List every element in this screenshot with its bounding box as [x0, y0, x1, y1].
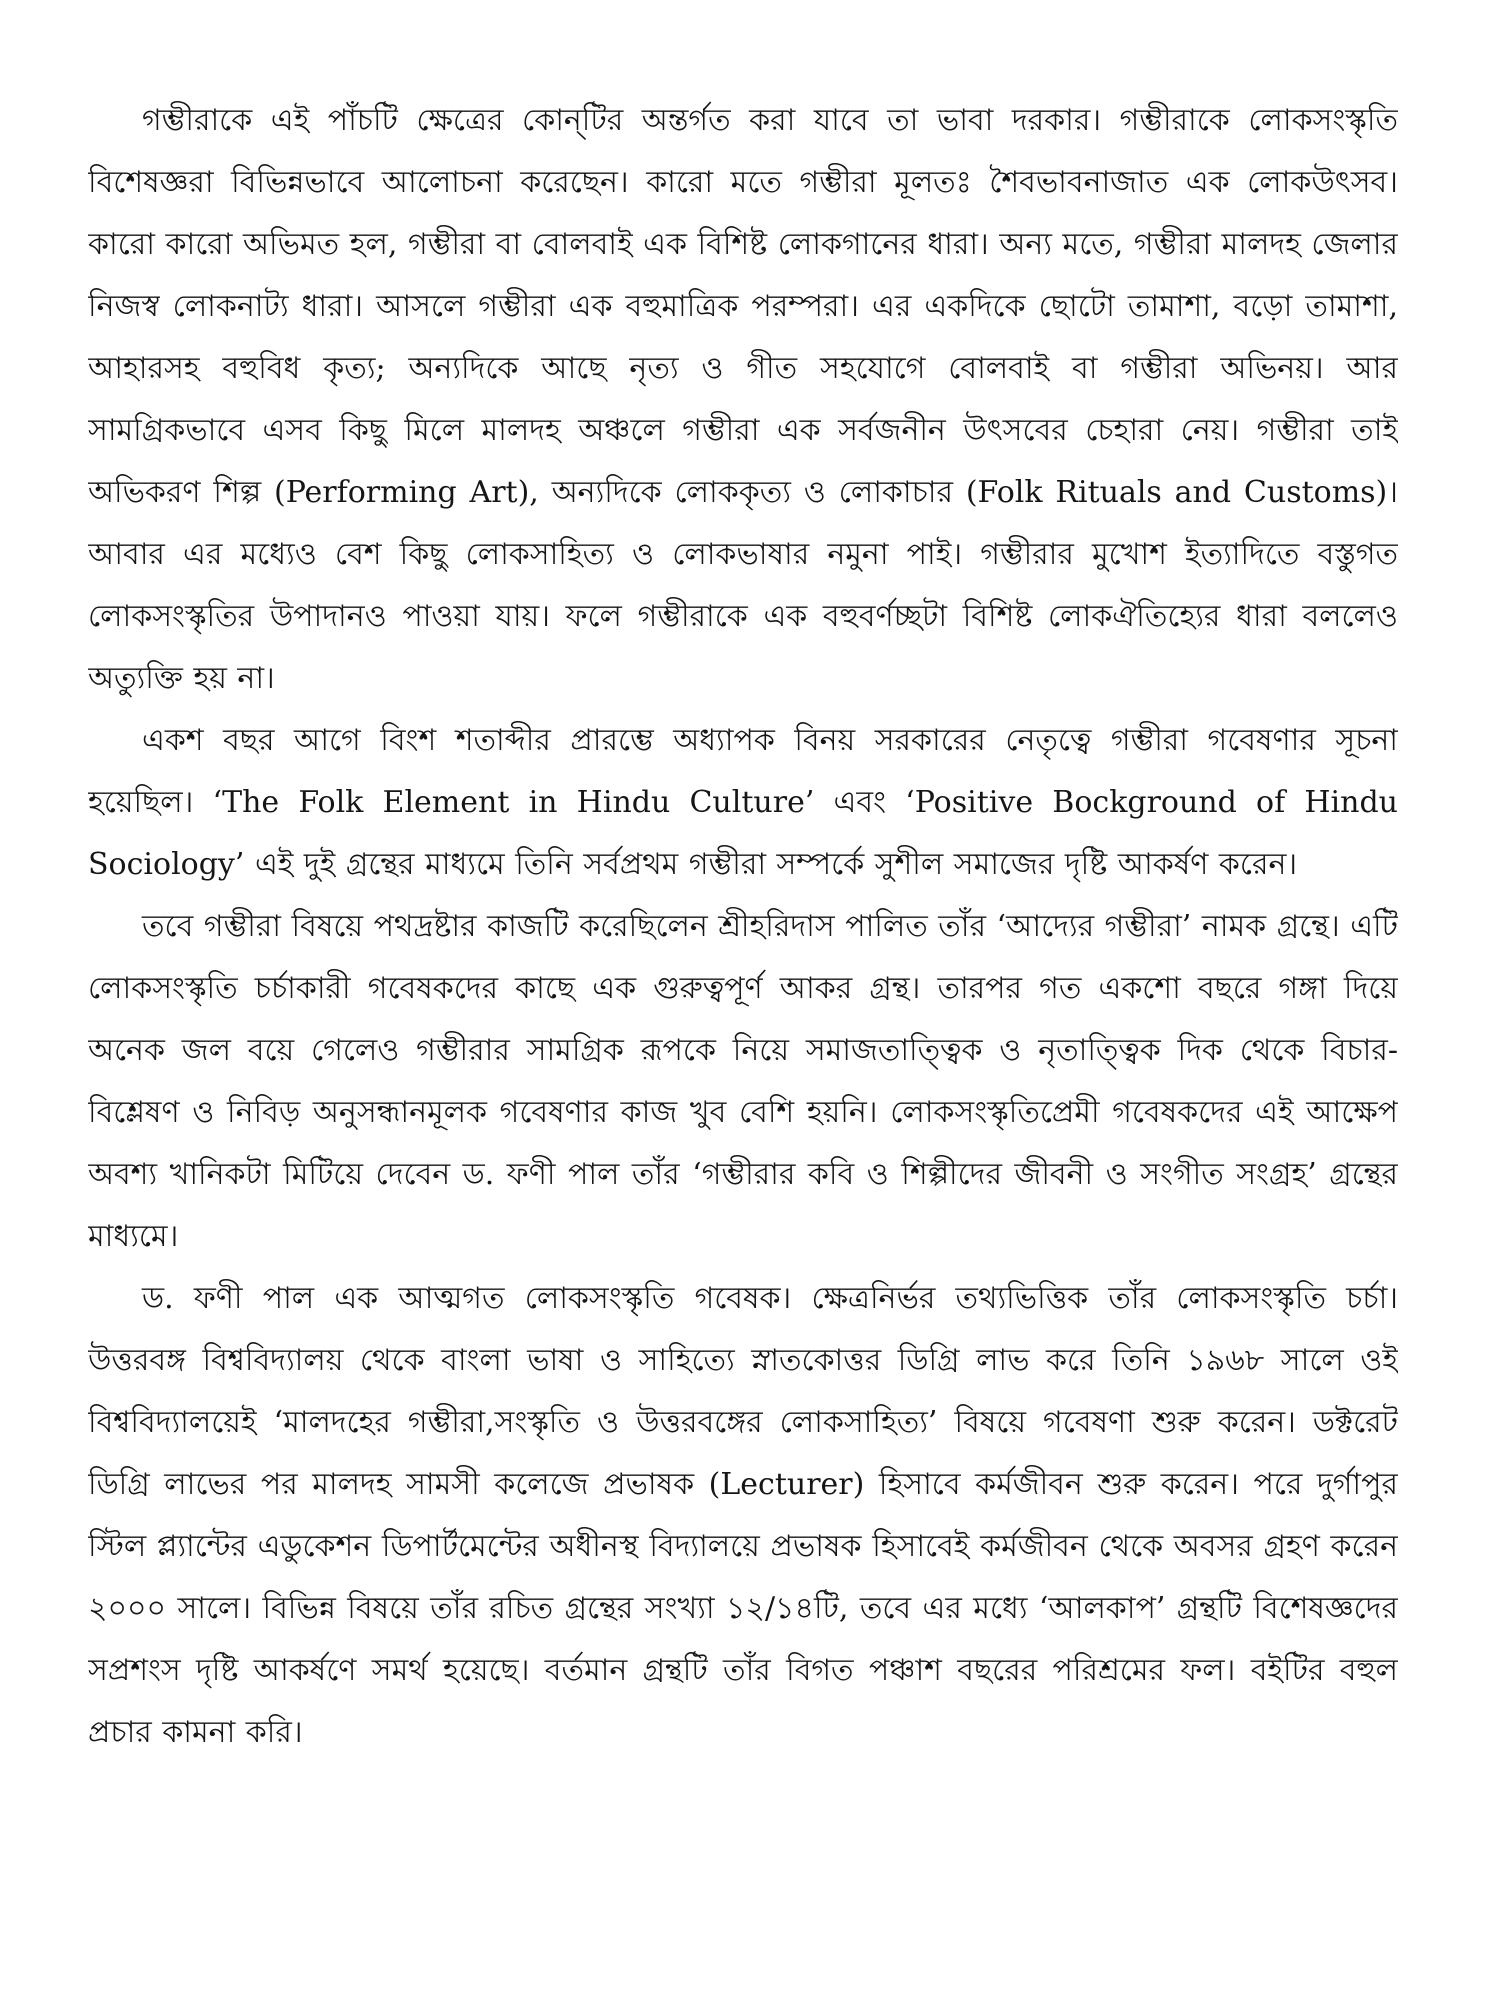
paragraph-2: একশ বছর আগে বিংশ শতাব্দীর প্রারম্ভে অধ্যাপক বিনয় সরকারের নেতৃত্বে গম্ভীরা গবেষণার সূচনা হয়েছিল। ‘The Folk Element in Hindu Culture’ এবং ‘Positive Bockground of Hindu Sociology’ এই দুই গ্রন্থের মাধ্যমে তিনি সর্বপ্রথম গম্ভীরা সম্পর্কে সুশীল সমাজের দৃষ্টি আকর্ষণ করেন। — [88, 723, 1398, 882]
document-page — [88, 90, 1398, 1950]
paragraph-4: ড. ফণী পাল এক আত্মগত লোকসংস্কৃতি গবেষক। ক্ষেত্রনির্ভর তথ্যভিত্তিক তাঁর লোকসংস্কৃতি চর্চা। উত্তরবঙ্গ বিশ্ববিদ্যালয় থেকে বাংলা ভাষা ও সাহিত্যে স্নাতকোত্তর ডিগ্রি লাভ করে তিনি ১৯৬৮ সালে ওই বিশ্ববিদ্যালয়েই ‘মালদহের গম্ভীরা,সংস্কৃতি ও উত্তরবঙ্গের লোকসাহিত্য’ বিষয়ে গবেষণা শুরু করেন। ডক্টরেট ডিগ্রি লাভের পর মালদহ সামসী কলেজে প্রভাষক (Lecturer) হিসাবে কর্মজীবন শুরু করেন। পরে দুর্গাপুর স্টিল প্ল্যান্টের এডুকেশন ডিপার্টমেন্টের অধীনস্থ বিদ্যালয়ে প্রভাষক হিসাবেই কর্মজীবন থেকে অবসর গ্রহণ করেন ২০০০ সালে। বিভিন্ন বিষয়ে তাঁর রচিত গ্রন্থের সংখ্যা ১২/১৪টি, তবে এর মধ্যে ‘আলকাপ’ গ্রন্থটি বিশেষজ্ঞদের সপ্রশংস দৃষ্টি আকর্ষণে সমর্থ হয়েছে। বর্তমান গ্রন্থটি তাঁর বিগত পঞ্চাশ বছরের পরিশ্রমের ফল। বইটির বহুল প্রচার কামনা করি। — [88, 1281, 1398, 1750]
paragraph-1: গম্ভীরাকে এই পাঁচটি ক্ষেত্রের কোন্‌টির অন্তর্গত করা যাবে তা ভাবা দরকার। গম্ভীরাকে লোকসংস্কৃতি বিশেষজ্ঞরা বিভিন্নভাবে আলোচনা করেছেন। কারো মতে গম্ভীরা মূলতঃ শৈবভাবনাজাত এক লোকউৎসব। কারো কারো অভিমত হল, গম্ভীরা বা বোলবাই এক বিশিষ্ট লোকগানের ধারা। অন্য মতে, গম্ভীরা মালদহ জেলার নিজস্ব লোকনাট্য ধারা। আসলে গম্ভীরা এক বহুমাত্রিক পরম্পরা। এর একদিকে ছোটো তামাশা, বড়ো তামাশা, আহারসহ বহুবিধ কৃত্য; অন্যদিকে আছে নৃত্য ও গীত সহযোগে বোলবাই বা গম্ভীরা অভিনয়। আর সামগ্রিকভাবে এসব কিছু মিলে মালদহ অঞ্চলে গম্ভীরা এক সর্বজনীন উৎসবের চেহারা নেয়। গম্ভীরা তাই অভিকরণ শিল্প (Performing Art), অন্যদিকে লোককৃত্য ও লোকাচার (Folk Rituals and Customs)। আবার এর মধ্যেও বেশ কিছু লোকসাহিত্য ও লোকভাষার নমুনা পাই। গম্ভীরার মুখোশ ইত্যাদিতে বস্তুগত লোকসংস্কৃতির উপাদানও পাওয়া যায়। ফলে গম্ভীরাকে এক বহুবর্ণচ্ছটা বিশিষ্ট লোকঐতিহ্যের ধারা বললেও অত্যুক্তি হয় না। — [88, 103, 1398, 696]
paragraph-3: তবে গম্ভীরা বিষয়ে পথদ্রষ্টার কাজটি করেছিলেন শ্রীহরিদাস পালিত তাঁর ‘আদ্যের গম্ভীরা’ নামক গ্রন্থে। এটি লোকসংস্কৃতি চর্চাকারী গবেষকদের কাছে এক গুরুত্বপূর্ণ আকর গ্রন্থ। তারপর গত একশো বছরে গঙ্গা দিয়ে অনেক জল বয়ে গেলেও গম্ভীরার সামগ্রিক রূপকে নিয়ে সমাজতাত্ত্বিক ও নৃতাত্ত্বিক দিক থেকে বিচার-বিশ্লেষণ ও নিবিড় অনুসন্ধানমূলক গবেষণার কাজ খুব বেশি হয়নি। লোকসংস্কৃতিপ্রেমী গবেষকদের এই আক্ষেপ অবশ্য খানিকটা মিটিয়ে দেবেন ড. ফণী পাল তাঁর ‘গম্ভীরার কবি ও শিল্পীদের জীবনী ও সংগীত সংগ্রহ’ গ্রন্থের মাধ্যমে। — [88, 909, 1398, 1254]
